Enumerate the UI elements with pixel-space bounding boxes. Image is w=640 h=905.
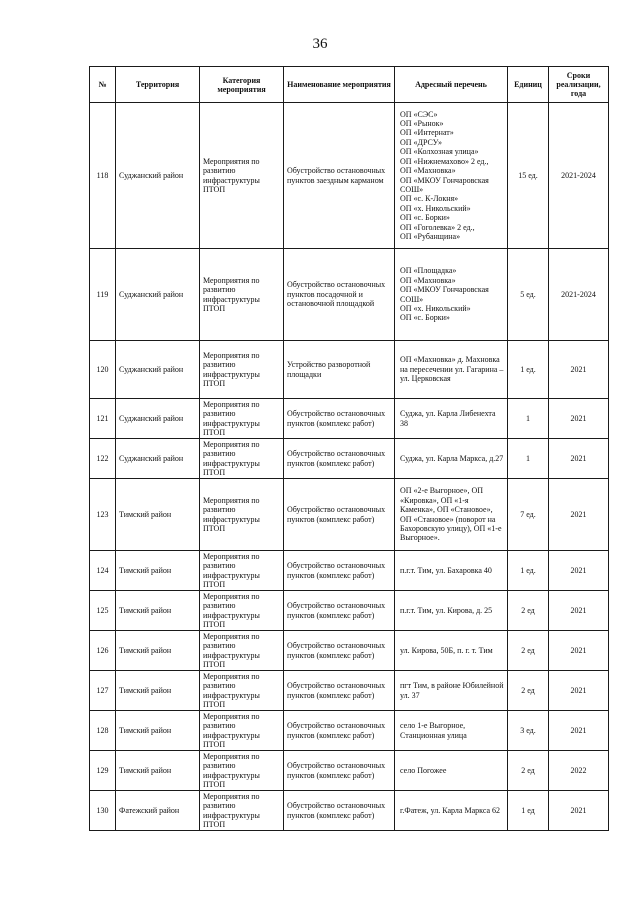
term-cell: 2021 (549, 341, 609, 399)
address-line: ОП «Площадка» (400, 266, 457, 276)
category-cell: Мероприятия по развитию инфраструктуры ПТОП (200, 341, 284, 399)
page-number: 36 (312, 36, 328, 52)
header-term: Сроки реализации, года (549, 67, 609, 103)
term-cell: 2021-2024 (549, 249, 609, 341)
units-cell: 2 ед (508, 751, 549, 791)
category-cell: Мероприятия по развитию инфраструктуры ПТОП (200, 711, 284, 751)
units-cell: 2 ед (508, 631, 549, 671)
territory-cell: Суджанский район (116, 249, 200, 341)
table-row (90, 711, 609, 751)
address-line: ОП «Гоголевка» 2 ед., (400, 222, 475, 232)
territory-cell: Тимский район (116, 591, 200, 631)
category-cell: Мероприятия по развитию инфраструктуры ПТОП (200, 399, 284, 439)
address-line: село Погожее (400, 765, 447, 775)
table-row (90, 439, 609, 479)
address-cell (395, 399, 508, 439)
address-cell (395, 751, 508, 791)
term-cell: 2021 (549, 631, 609, 671)
address-line: п.г.т. Тим, ул. Бахаровка 40 (400, 565, 492, 575)
address-line: ОП «МКОУ Гончаровская СОШ» (400, 285, 489, 304)
term-cell: 2021-2024 (549, 103, 609, 249)
measure-name-cell: Обустройство остановочных пунктов (комплекс работ) (284, 551, 395, 591)
term-cell: 2021 (549, 439, 609, 479)
address-cell (395, 551, 508, 591)
row-number: 126 (90, 631, 116, 671)
term-cell: 2021 (549, 591, 609, 631)
address-cell (395, 711, 508, 751)
measure-name-cell: Обустройство остановочных пунктов (комплекс работ) (284, 751, 395, 791)
address-line: ОП «с. Борки» (400, 213, 450, 223)
table-row (90, 399, 609, 439)
term-cell: 2021 (549, 479, 609, 551)
term-cell: 2021 (549, 551, 609, 591)
row-number: 127 (90, 671, 116, 711)
territory-cell: Тимский район (116, 671, 200, 711)
units-cell: 3 ед. (508, 711, 549, 751)
units-cell: 7 ед. (508, 479, 549, 551)
address-line: ОП «с. Борки» (400, 313, 450, 323)
units-cell: 2 ед (508, 671, 549, 711)
row-number: 124 (90, 551, 116, 591)
category-cell: Мероприятия по развитию инфраструктуры ПТОП (200, 103, 284, 249)
address-cell (395, 631, 508, 671)
category-cell: Мероприятия по развитию инфраструктуры ПТОП (200, 551, 284, 591)
row-number: 123 (90, 479, 116, 551)
territory-cell: Фатежский район (116, 791, 200, 831)
measure-name-cell: Обустройство остановочных пунктов заездным карманом (284, 103, 395, 249)
address-cell (395, 479, 508, 551)
category-cell: Мероприятия по развитию инфраструктуры ПТОП (200, 671, 284, 711)
address-line: пгт Тим, в районе Юбилейной ул. 37 (400, 681, 504, 700)
address-line: г.Фатеж, ул. Карла Маркса 62 (400, 805, 501, 815)
table-header-row (90, 67, 609, 103)
address-line: ОП «Махновка» (400, 275, 456, 285)
row-number: 130 (90, 791, 116, 831)
table-row (90, 103, 609, 249)
address-line: ОП «Махновка» д. Махновка на пересечении ул. Гагарина – ул. Церковская (400, 355, 504, 384)
address-line: ОП «Махновка» (400, 166, 456, 176)
row-number: 129 (90, 751, 116, 791)
term-cell: 2021 (549, 671, 609, 711)
territory-cell: Тимский район (116, 711, 200, 751)
territory-cell: Тимский район (116, 751, 200, 791)
address-cell (395, 341, 508, 399)
territory-cell: Суджанский район (116, 439, 200, 479)
address-line: ОП «Интернат» (400, 128, 454, 138)
address-line: ОП «с. К-Локня» (400, 194, 459, 204)
address-line: ОП «ДРСУ» (400, 137, 442, 147)
measure-name-cell: Обустройство остановочных пунктов (комплекс работ) (284, 671, 395, 711)
measure-name-cell: Устройство разворотной площадки (284, 341, 395, 399)
address-cell (395, 103, 508, 249)
header-territory: Территория (116, 67, 200, 103)
units-cell: 1 ед (508, 791, 549, 831)
units-cell: 5 ед. (508, 249, 549, 341)
measure-name-cell: Обустройство остановочных пунктов (комплекс работ) (284, 399, 395, 439)
term-cell: 2021 (549, 399, 609, 439)
table-row (90, 551, 609, 591)
category-cell: Мероприятия по развитию инфраструктуры ПТОП (200, 751, 284, 791)
territory-cell: Тимский район (116, 551, 200, 591)
row-number: 122 (90, 439, 116, 479)
units-cell: 2 ед (508, 591, 549, 631)
term-cell: 2022 (549, 751, 609, 791)
category-cell: Мероприятия по развитию инфраструктуры ПТОП (200, 591, 284, 631)
address-line: село 1-е Выгорное, Станционная улица (400, 721, 467, 740)
term-cell: 2021 (549, 711, 609, 751)
address-line: ОП «2-е Выгорное», ОП «Кировка», ОП «1-я Каменка», ОП «Становое», ОП «Становое» (поворот на Бахоровскую улицу), ОП «1-е Выгорное». (400, 486, 502, 543)
address-line: Суджа, ул. Карла Либенехта 38 (400, 409, 496, 428)
address-line: п.г.т. Тим, ул. Кирова, д. 25 (400, 605, 493, 615)
category-cell: Мероприятия по развитию инфраструктуры ПТОП (200, 479, 284, 551)
table-row (90, 751, 609, 791)
table-row (90, 791, 609, 831)
category-cell: Мероприятия по развитию инфраструктуры ПТОП (200, 249, 284, 341)
measure-name-cell: Обустройство остановочных пунктов (комплекс работ) (284, 791, 395, 831)
header-num: № (90, 67, 116, 103)
address-line: ОП «Рубанщина» (400, 231, 461, 241)
table-row (90, 591, 609, 631)
table-row (90, 249, 609, 341)
measure-name-cell: Обустройство остановочных пунктов (комплекс работ) (284, 591, 395, 631)
territory-cell: Суджанский район (116, 341, 200, 399)
row-number: 128 (90, 711, 116, 751)
measure-name-cell: Обустройство остановочных пунктов (комплекс работ) (284, 711, 395, 751)
address-line: ул. Кирова, 50Б, п. г. т. Тим (400, 645, 493, 655)
territory-cell: Суджанский район (116, 103, 200, 249)
measure-name-cell: Обустройство остановочных пунктов посадочной и остановочной площадкой (284, 249, 395, 341)
term-cell: 2021 (549, 791, 609, 831)
address-cell (395, 791, 508, 831)
units-cell: 1 ед. (508, 341, 549, 399)
address-line: ОП «СЭС» (400, 109, 438, 119)
address-cell (395, 439, 508, 479)
territory-cell: Тимский район (116, 631, 200, 671)
header-category: Категория мероприятия (200, 67, 284, 103)
address-line: ОП «х. Никольский» (400, 303, 471, 313)
address-line: ОП «х. Никольский» (400, 203, 471, 213)
table-row (90, 479, 609, 551)
territory-cell: Суджанский район (116, 399, 200, 439)
units-cell: 1 (508, 439, 549, 479)
row-number: 119 (90, 249, 116, 341)
units-cell: 15 ед. (508, 103, 549, 249)
row-number: 121 (90, 399, 116, 439)
measure-name-cell: Обустройство остановочных пунктов (комплекс работ) (284, 479, 395, 551)
address-cell (395, 591, 508, 631)
address-line: ОП «Колхозная улица» (400, 147, 479, 157)
category-cell: Мероприятия по развитию инфраструктуры ПТОП (200, 631, 284, 671)
row-number: 125 (90, 591, 116, 631)
row-number: 120 (90, 341, 116, 399)
header-name: Наименование мероприятия (284, 67, 395, 103)
units-cell: 1 ед. (508, 551, 549, 591)
address-line: ОП «Рынок» (400, 119, 444, 129)
measure-name-cell: Обустройство остановочных пунктов (комплекс работ) (284, 439, 395, 479)
table-row (90, 631, 609, 671)
address-line: Суджа, ул. Карла Маркса, д.27 (400, 453, 504, 463)
row-number: 118 (90, 103, 116, 249)
measure-name-cell: Обустройство остановочных пунктов (комплекс работ) (284, 631, 395, 671)
territory-cell: Тимский район (116, 479, 200, 551)
address-line: ОП «Нижнемахово» 2 ед., (400, 156, 489, 166)
header-address: Адресный перечень (395, 67, 508, 103)
address-cell (395, 249, 508, 341)
category-cell: Мероприятия по развитию инфраструктуры ПТОП (200, 791, 284, 831)
header-units: Единиц (508, 67, 549, 103)
table-row (90, 341, 609, 399)
category-cell: Мероприятия по развитию инфраструктуры ПТОП (200, 439, 284, 479)
measures-table (89, 66, 609, 831)
address-line: ОП «МКОУ Гончаровская СОШ» (400, 175, 489, 194)
table-row (90, 671, 609, 711)
units-cell: 1 (508, 399, 549, 439)
address-cell (395, 671, 508, 711)
